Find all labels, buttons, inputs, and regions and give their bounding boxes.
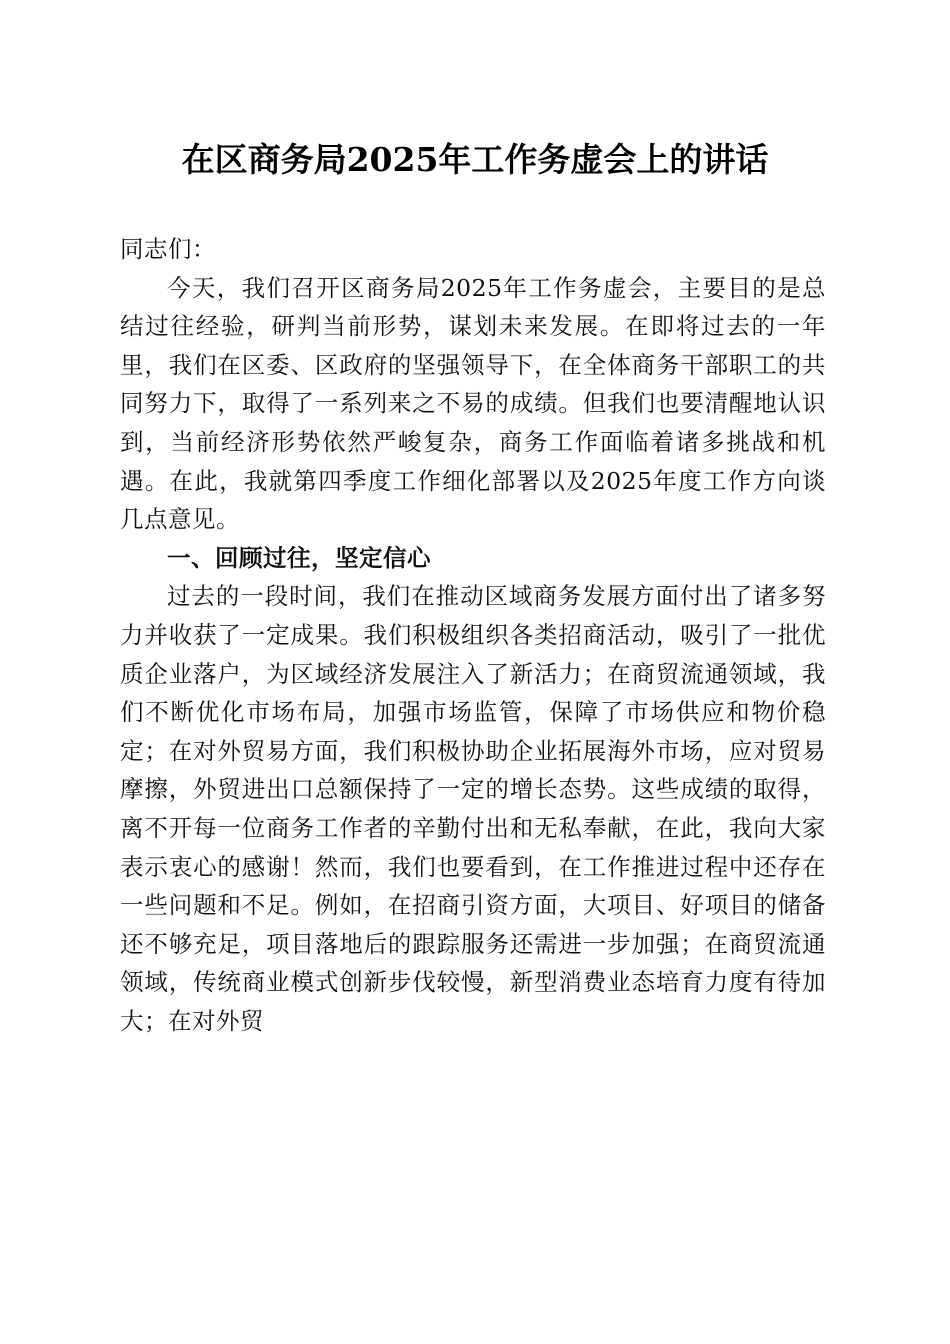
section-heading: 一、回顾过往，坚定信心 [167,543,431,572]
section-paragraph: 过去的一段时间，我们在推动区域商务发展方面付出了诸多努力并收获了一定成果。我们积极组织各类招商活动，吸引了一批优质企业落户，为区域经济发展注入了新活力；在商贸流通领域，我们不断优化市场布局，加强市场监管，保障了市场供应和物价稳定；在对外贸易方面，我们积极协助企业拓展海外市场，应对贸易摩擦，外贸进出口总额保持了一定的增长态势。这些成绩的取得，离不开每一位商务工作者的辛勤付出和无私奉献，在此，我向大家表示衷心的感谢！然而，我们也要看到，在工作推进过程中还存在一些问题和不足。例如，在招商引资方面，大项目、好项目的储备还不够充足，项目落地后的跟踪服务还需进一步加强；在商贸流通领域，传统商业模式创新步伐较慢，新型消费业态培育力度有待加大；在对外贸 [120,582,826,1035]
intro-paragraph: 今天，我们召开区商务局2025年工作务虚会，主要目的是总结过往经验，研判当前形势，谋划未来发展。在即将过去的一年里，我们在区委、区政府的坚强领导下，在全体商务干部职工的共同努力下，取得了一系列来之不易的成绩。但我们也要清醒地认识到，当前经济形势依然严峻复杂，商务工作面临着诸多挑战和机遇。在此，我就第四季度工作细化部署以及2025年度工作方向谈几点意见。 [120,273,826,534]
document-body [120,230,826,1040]
salutation: 同志们： [120,235,216,263]
document-title: 在区商务局2025年工作务虚会上的讲话 [181,140,769,179]
